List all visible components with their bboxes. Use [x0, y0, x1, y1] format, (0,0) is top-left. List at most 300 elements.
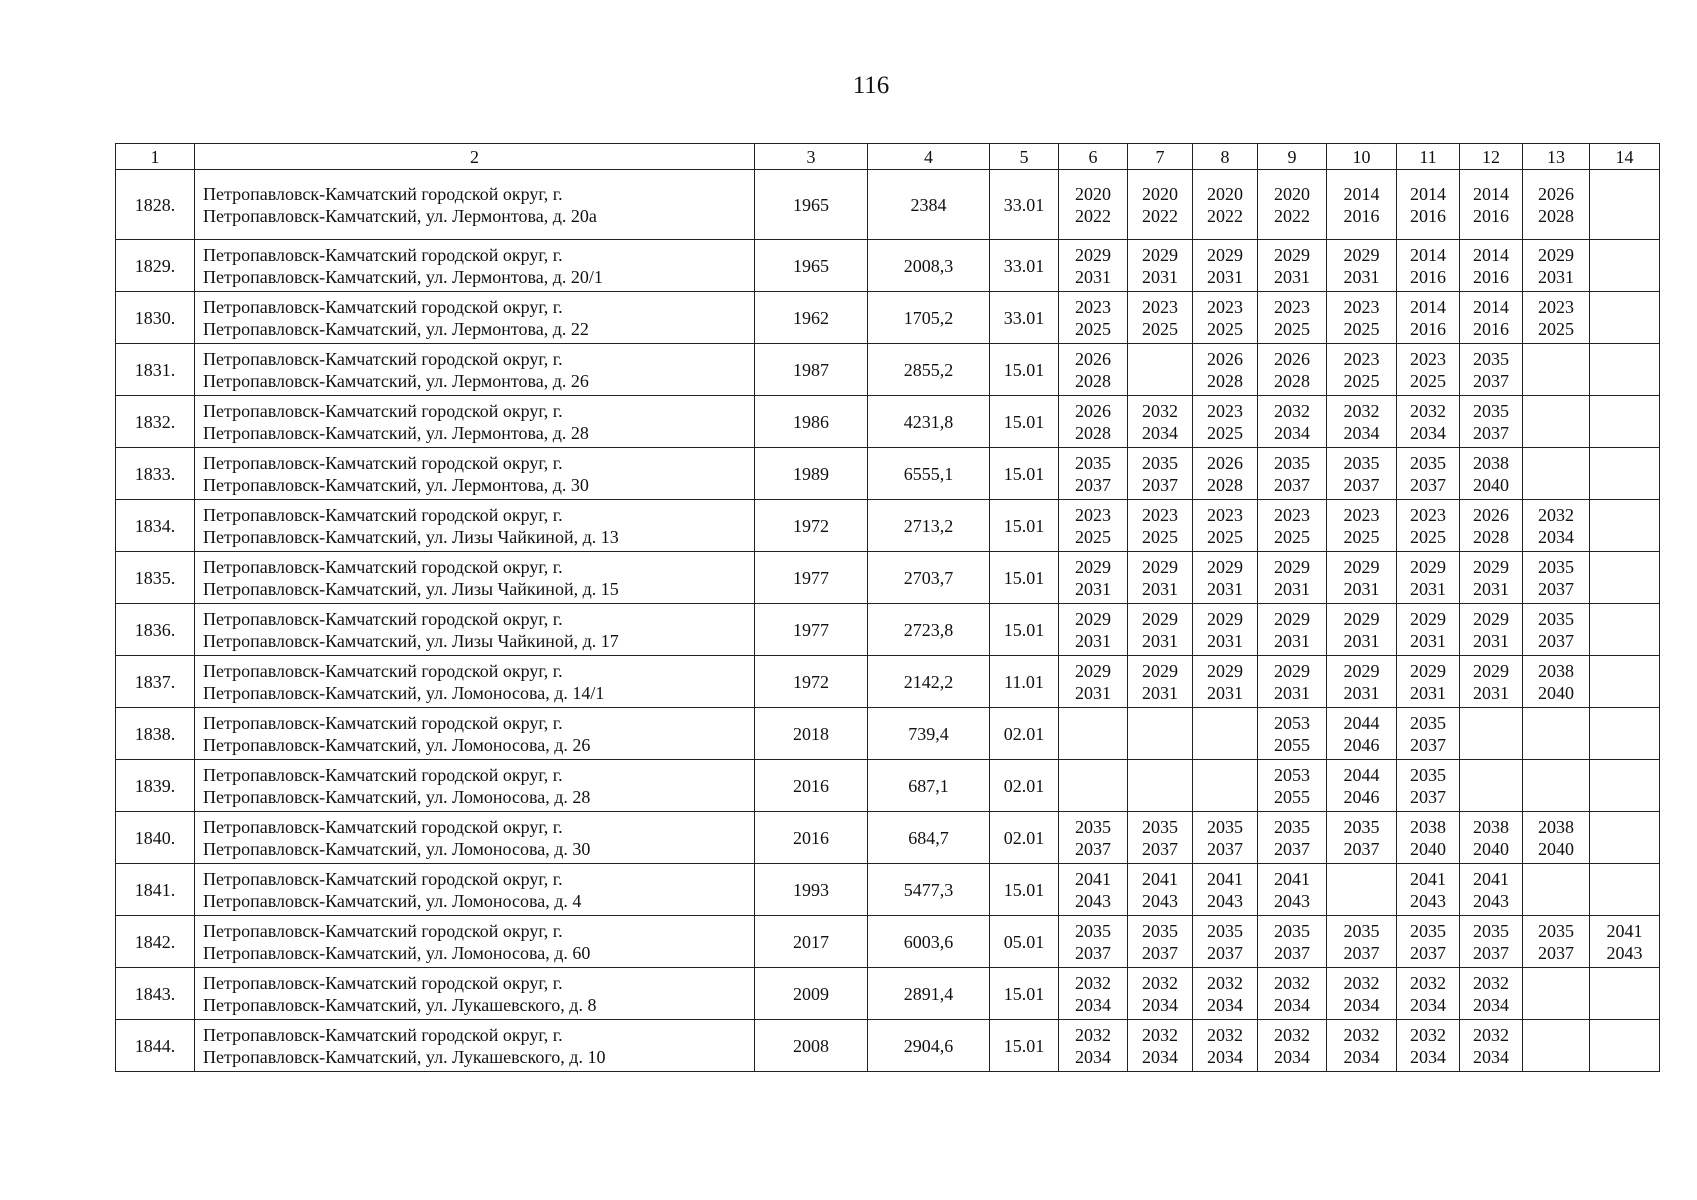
period-end-year: 2022 — [1274, 205, 1310, 226]
period-cell-col-6 — [1059, 396, 1128, 448]
period-start-year: 2035 — [1142, 920, 1178, 941]
address-line-1: Петропавловск-Камчатский городской округ, г. — [203, 608, 563, 629]
year-built: 2016 — [755, 760, 868, 812]
page-number: 116 — [852, 72, 890, 99]
period-cell-col-6 — [1059, 968, 1128, 1020]
address-cell — [195, 812, 755, 864]
period-start-year: 2044 — [1343, 764, 1380, 785]
period-start-year: 2020 — [1075, 183, 1111, 204]
period-cell-col-9 — [1258, 448, 1327, 500]
period-end-year: 2034 — [1274, 1046, 1310, 1067]
row-number: 1840. — [116, 812, 195, 864]
period-cell-col-10 — [1327, 656, 1397, 708]
period-start-year: 2014 — [1473, 296, 1509, 317]
period-cell-col-12 — [1460, 864, 1523, 916]
address-cell — [195, 656, 755, 708]
period-end-year: 2037 — [1410, 474, 1446, 495]
period-cell-col-11 — [1397, 1020, 1460, 1072]
period-cell-col-10 — [1327, 812, 1397, 864]
period-start-year: 2032 — [1075, 972, 1111, 993]
period-end-year: 2055 — [1274, 734, 1310, 755]
period-cell-col-11 — [1397, 708, 1460, 760]
address-line-1: Петропавловск-Камчатский городской округ, г. — [203, 660, 563, 681]
year-built: 1986 — [755, 396, 868, 448]
period-end-year: 2031 — [1207, 578, 1243, 599]
period-cell-col-12 — [1460, 968, 1523, 1020]
period-cell-col-7 — [1128, 968, 1193, 1020]
period-start-year: 2023 — [1343, 504, 1380, 525]
period-end-year: 2037 — [1538, 942, 1574, 963]
period-cell-col-13 — [1523, 604, 1590, 656]
period-start-year: 2023 — [1343, 348, 1380, 369]
address-cell — [195, 344, 755, 396]
period-cell-col-13 — [1523, 968, 1590, 1020]
year-built: 1965 — [755, 170, 868, 240]
total-area: 2713,2 — [868, 500, 990, 552]
period-start-year: 2035 — [1343, 816, 1380, 837]
period-cell-col-14 — [1590, 1020, 1660, 1072]
period-start-year: 2044 — [1343, 712, 1380, 733]
period-end-year: 2043 — [1410, 890, 1446, 911]
period-end-year: 2037 — [1538, 630, 1574, 651]
total-area: 2008,3 — [868, 240, 990, 292]
period-end-year: 2040 — [1410, 838, 1446, 859]
period-end-year: 2031 — [1274, 578, 1310, 599]
address-cell — [195, 292, 755, 344]
period-cell-col-7 — [1128, 708, 1193, 760]
year-built: 2018 — [755, 708, 868, 760]
period-start-year: 2038 — [1538, 816, 1574, 837]
period-end-year: 2025 — [1410, 370, 1446, 391]
period-cell-col-14 — [1590, 760, 1660, 812]
period-start-year: 2032 — [1274, 400, 1310, 421]
period-cell-col-13 — [1523, 552, 1590, 604]
period-cell-col-13 — [1523, 448, 1590, 500]
column-header-2: 2 — [195, 144, 755, 170]
period-cell-col-14 — [1590, 448, 1660, 500]
address-line-2: Петропавловск-Камчатский, ул. Лермонтова, д. 30 — [203, 474, 589, 495]
period-cell-col-6 — [1059, 552, 1128, 604]
period-start-year: 2023 — [1410, 348, 1446, 369]
period-start-year: 2032 — [1343, 400, 1380, 421]
period-end-year: 2043 — [1473, 890, 1509, 911]
period-cell-col-8 — [1193, 760, 1258, 812]
year-built: 1987 — [755, 344, 868, 396]
period-start-year: 2023 — [1343, 296, 1380, 317]
period-end-year: 2037 — [1538, 578, 1574, 599]
period-start-year: 2023 — [1274, 504, 1310, 525]
address-line-2: Петропавловск-Камчатский, ул. Лукашевского, д. 8 — [203, 994, 597, 1015]
period-start-year: 2029 — [1274, 244, 1310, 265]
period-end-year: 2025 — [1207, 318, 1243, 339]
table-row — [116, 656, 1660, 708]
address-line-2: Петропавловск-Камчатский, ул. Лизы Чайкиной, д. 17 — [203, 630, 619, 651]
row-number: 1831. — [116, 344, 195, 396]
period-start-year: 2035 — [1075, 920, 1111, 941]
period-cell-col-7 — [1128, 170, 1193, 240]
period-start-year: 2029 — [1473, 660, 1509, 681]
year-built: 2008 — [755, 1020, 868, 1072]
period-end-year: 2025 — [1142, 318, 1178, 339]
period-cell-col-10 — [1327, 1020, 1397, 1072]
period-end-year: 2025 — [1538, 318, 1574, 339]
row-number: 1836. — [116, 604, 195, 656]
period-start-year: 2041 — [1410, 868, 1446, 889]
period-start-year: 2032 — [1343, 1024, 1380, 1045]
period-end-year: 2034 — [1075, 1046, 1111, 1067]
classification-code: 02.01 — [990, 708, 1059, 760]
period-cell-col-7 — [1128, 344, 1193, 396]
period-end-year: 2037 — [1274, 474, 1310, 495]
period-start-year: 2029 — [1142, 660, 1178, 681]
period-start-year: 2023 — [1207, 400, 1243, 421]
period-cell-col-14 — [1590, 170, 1660, 240]
address-line-1: Петропавловск-Камчатский городской округ, г. — [203, 868, 563, 889]
period-cell-col-9 — [1258, 500, 1327, 552]
table-row — [116, 448, 1660, 500]
period-cell-col-7 — [1128, 656, 1193, 708]
period-cell-col-9 — [1258, 170, 1327, 240]
period-end-year: 2034 — [1207, 1046, 1243, 1067]
address-line-2: Петропавловск-Камчатский, ул. Лизы Чайкиной, д. 13 — [203, 526, 619, 547]
period-end-year: 2028 — [1075, 422, 1111, 443]
period-start-year: 2032 — [1207, 972, 1243, 993]
period-cell-col-9 — [1258, 604, 1327, 656]
period-start-year: 2041 — [1075, 868, 1111, 889]
address-line-2: Петропавловск-Камчатский, ул. Ломоносова, д. 4 — [203, 890, 582, 911]
period-start-year: 2038 — [1410, 816, 1446, 837]
period-start-year: 2029 — [1343, 244, 1380, 265]
period-end-year: 2040 — [1473, 838, 1509, 859]
period-end-year: 2031 — [1142, 682, 1178, 703]
period-end-year: 2022 — [1075, 205, 1111, 226]
period-cell-col-8 — [1193, 1020, 1258, 1072]
period-cell-col-7 — [1128, 292, 1193, 344]
period-end-year: 2037 — [1473, 370, 1509, 391]
total-area: 739,4 — [868, 708, 990, 760]
classification-code: 15.01 — [990, 552, 1059, 604]
period-cell-col-6 — [1059, 916, 1128, 968]
period-end-year: 2016 — [1473, 318, 1509, 339]
period-cell-col-6 — [1059, 500, 1128, 552]
period-cell-col-11 — [1397, 864, 1460, 916]
period-cell-col-10 — [1327, 916, 1397, 968]
period-end-year: 2040 — [1473, 474, 1509, 495]
row-number: 1838. — [116, 708, 195, 760]
row-number: 1843. — [116, 968, 195, 1020]
period-start-year: 2026 — [1075, 348, 1111, 369]
column-header-9: 9 — [1258, 144, 1327, 170]
period-cell-col-12 — [1460, 604, 1523, 656]
period-end-year: 2037 — [1473, 422, 1509, 443]
year-built: 2009 — [755, 968, 868, 1020]
total-area: 6555,1 — [868, 448, 990, 500]
period-start-year: 2035 — [1473, 920, 1509, 941]
period-cell-col-13 — [1523, 344, 1590, 396]
period-end-year: 2046 — [1343, 734, 1380, 755]
period-cell-col-13 — [1523, 708, 1590, 760]
period-end-year: 2037 — [1410, 786, 1446, 807]
period-start-year: 2026 — [1207, 348, 1243, 369]
period-cell-col-14 — [1590, 864, 1660, 916]
period-end-year: 2016 — [1410, 205, 1446, 226]
column-header-4: 4 — [868, 144, 990, 170]
period-cell-col-8 — [1193, 864, 1258, 916]
period-cell-col-14 — [1590, 916, 1660, 968]
period-cell-col-11 — [1397, 552, 1460, 604]
address-line-2: Петропавловск-Камчатский, ул. Лизы Чайкиной, д. 15 — [203, 578, 619, 599]
period-end-year: 2031 — [1142, 578, 1178, 599]
period-start-year: 2029 — [1142, 244, 1178, 265]
period-start-year: 2029 — [1473, 608, 1509, 629]
address-cell — [195, 1020, 755, 1072]
period-start-year: 2041 — [1274, 868, 1310, 889]
period-end-year: 2037 — [1410, 734, 1446, 755]
period-cell-col-13 — [1523, 170, 1590, 240]
address-line-2: Петропавловск-Камчатский, ул. Ломоносова, д. 60 — [203, 942, 591, 963]
period-start-year: 2032 — [1142, 400, 1178, 421]
period-cell-col-7 — [1128, 396, 1193, 448]
total-area: 1705,2 — [868, 292, 990, 344]
period-start-year: 2026 — [1538, 183, 1574, 204]
period-end-year: 2043 — [1606, 942, 1643, 963]
column-header-1: 1 — [116, 144, 195, 170]
period-cell-col-10 — [1327, 344, 1397, 396]
period-start-year: 2035 — [1410, 920, 1446, 941]
period-end-year: 2016 — [1410, 318, 1446, 339]
period-start-year: 2035 — [1274, 452, 1310, 473]
period-start-year: 2029 — [1142, 556, 1178, 577]
period-cell-col-6 — [1059, 344, 1128, 396]
period-end-year: 2031 — [1274, 682, 1310, 703]
address-line-2: Петропавловск-Камчатский, ул. Лермонтова, д. 22 — [203, 318, 589, 339]
period-cell-col-12 — [1460, 170, 1523, 240]
period-end-year: 2016 — [1473, 205, 1509, 226]
table-row — [116, 1020, 1660, 1072]
period-cell-col-7 — [1128, 1020, 1193, 1072]
period-cell-col-9 — [1258, 968, 1327, 1020]
row-number: 1842. — [116, 916, 195, 968]
period-cell-col-11 — [1397, 968, 1460, 1020]
period-start-year: 2014 — [1343, 183, 1380, 204]
period-end-year: 2022 — [1142, 205, 1178, 226]
period-cell-col-10 — [1327, 448, 1397, 500]
period-cell-col-6 — [1059, 292, 1128, 344]
period-cell-col-11 — [1397, 916, 1460, 968]
period-end-year: 2037 — [1075, 942, 1111, 963]
period-start-year: 2035 — [1538, 608, 1574, 629]
address-line-1: Петропавловск-Камчатский городской округ, г. — [203, 764, 563, 785]
period-start-year: 2029 — [1207, 608, 1243, 629]
period-cell-col-8 — [1193, 344, 1258, 396]
period-start-year: 2029 — [1343, 660, 1380, 681]
period-start-year: 2014 — [1473, 183, 1509, 204]
classification-code: 05.01 — [990, 916, 1059, 968]
period-cell-col-8 — [1193, 396, 1258, 448]
table-row — [116, 604, 1660, 656]
column-header-11: 11 — [1397, 144, 1460, 170]
period-end-year: 2016 — [1410, 266, 1446, 287]
period-cell-col-8 — [1193, 292, 1258, 344]
period-end-year: 2031 — [1343, 682, 1380, 703]
period-cell-col-9 — [1258, 656, 1327, 708]
total-area: 2703,7 — [868, 552, 990, 604]
period-start-year: 2035 — [1410, 764, 1446, 785]
period-cell-col-12 — [1460, 656, 1523, 708]
period-start-year: 2029 — [1538, 244, 1574, 265]
period-start-year: 2041 — [1207, 868, 1243, 889]
period-cell-col-10 — [1327, 396, 1397, 448]
period-start-year: 2014 — [1410, 183, 1446, 204]
address-line-2: Петропавловск-Камчатский, ул. Ломоносова, д. 30 — [203, 838, 591, 859]
address-cell — [195, 448, 755, 500]
classification-code: 15.01 — [990, 396, 1059, 448]
address-cell — [195, 864, 755, 916]
period-start-year: 2032 — [1075, 1024, 1111, 1045]
period-cell-col-6 — [1059, 708, 1128, 760]
address-line-1: Петропавловск-Камчатский городской округ, г. — [203, 712, 563, 733]
total-area: 5477,3 — [868, 864, 990, 916]
address-line-1: Петропавловск-Камчатский городской округ, г. — [203, 452, 563, 473]
column-header-6: 6 — [1059, 144, 1128, 170]
total-area: 687,1 — [868, 760, 990, 812]
period-cell-col-12 — [1460, 500, 1523, 552]
period-start-year: 2041 — [1606, 920, 1643, 941]
period-end-year: 2031 — [1473, 630, 1509, 651]
period-start-year: 2035 — [1142, 816, 1178, 837]
period-end-year: 2040 — [1538, 682, 1574, 703]
period-cell-col-7 — [1128, 916, 1193, 968]
year-built: 1972 — [755, 656, 868, 708]
total-area: 2904,6 — [868, 1020, 990, 1072]
row-number: 1835. — [116, 552, 195, 604]
address-line-2: Петропавловск-Камчатский, ул. Ломоносова, д. 14/1 — [203, 682, 605, 703]
period-cell-col-13 — [1523, 292, 1590, 344]
classification-code: 15.01 — [990, 500, 1059, 552]
period-cell-col-10 — [1327, 552, 1397, 604]
period-end-year: 2031 — [1142, 266, 1178, 287]
period-start-year: 2035 — [1274, 920, 1310, 941]
address-cell — [195, 170, 755, 240]
period-end-year: 2025 — [1343, 526, 1380, 547]
period-cell-col-13 — [1523, 760, 1590, 812]
period-cell-col-10 — [1327, 170, 1397, 240]
address-line-2: Петропавловск-Камчатский, ул. Лукашевского, д. 10 — [203, 1046, 606, 1067]
period-end-year: 2040 — [1538, 838, 1574, 859]
address-line-2: Петропавловск-Камчатский, ул. Ломоносова, д. 28 — [203, 786, 591, 807]
period-start-year: 2023 — [1410, 504, 1446, 525]
period-end-year: 2034 — [1343, 1046, 1380, 1067]
classification-code: 15.01 — [990, 344, 1059, 396]
row-number: 1834. — [116, 500, 195, 552]
total-area: 2855,2 — [868, 344, 990, 396]
period-cell-col-12 — [1460, 708, 1523, 760]
period-start-year: 2023 — [1142, 504, 1178, 525]
address-line-1: Петропавловск-Камчатский городской округ, г. — [203, 183, 563, 204]
period-cell-col-8 — [1193, 968, 1258, 1020]
period-start-year: 2032 — [1538, 504, 1574, 525]
period-cell-col-12 — [1460, 344, 1523, 396]
period-cell-col-13 — [1523, 396, 1590, 448]
column-header-8: 8 — [1193, 144, 1258, 170]
year-built: 2017 — [755, 916, 868, 968]
period-end-year: 2034 — [1075, 994, 1111, 1015]
period-cell-col-10 — [1327, 760, 1397, 812]
period-cell-col-12 — [1460, 812, 1523, 864]
period-cell-col-13 — [1523, 240, 1590, 292]
period-cell-col-12 — [1460, 240, 1523, 292]
address-line-1: Петропавловск-Камчатский городской округ, г. — [203, 296, 563, 317]
period-cell-col-8 — [1193, 500, 1258, 552]
period-cell-col-6 — [1059, 760, 1128, 812]
period-end-year: 2025 — [1274, 526, 1310, 547]
period-cell-col-8 — [1193, 448, 1258, 500]
period-start-year: 2035 — [1142, 452, 1178, 473]
period-start-year: 2023 — [1142, 296, 1178, 317]
period-cell-col-9 — [1258, 396, 1327, 448]
period-cell-col-9 — [1258, 552, 1327, 604]
period-cell-col-6 — [1059, 1020, 1128, 1072]
period-start-year: 2032 — [1473, 1024, 1509, 1045]
period-end-year: 2034 — [1410, 994, 1446, 1015]
address-cell — [195, 240, 755, 292]
period-start-year: 2035 — [1473, 348, 1509, 369]
period-cell-col-12 — [1460, 292, 1523, 344]
classification-code: 33.01 — [990, 292, 1059, 344]
period-start-year: 2035 — [1274, 816, 1310, 837]
period-cell-col-12 — [1460, 1020, 1523, 1072]
period-start-year: 2035 — [1343, 920, 1380, 941]
period-cell-col-9 — [1258, 292, 1327, 344]
address-line-2: Петропавловск-Камчатский, ул. Лермонтова, д. 20а — [203, 205, 597, 226]
period-end-year: 2034 — [1142, 994, 1178, 1015]
period-start-year: 2032 — [1410, 400, 1446, 421]
period-cell-col-11 — [1397, 292, 1460, 344]
period-end-year: 2034 — [1343, 422, 1380, 443]
column-number-row — [116, 144, 1660, 170]
period-cell-col-9 — [1258, 916, 1327, 968]
period-cell-col-13 — [1523, 864, 1590, 916]
period-cell-col-10 — [1327, 864, 1397, 916]
period-cell-col-14 — [1590, 812, 1660, 864]
period-cell-col-13 — [1523, 812, 1590, 864]
period-cell-col-12 — [1460, 448, 1523, 500]
period-start-year: 2020 — [1142, 183, 1178, 204]
period-end-year: 2031 — [1207, 630, 1243, 651]
period-start-year: 2029 — [1274, 660, 1310, 681]
address-cell — [195, 760, 755, 812]
period-end-year: 2037 — [1207, 942, 1243, 963]
period-start-year: 2038 — [1538, 660, 1574, 681]
period-end-year: 2034 — [1410, 422, 1446, 443]
period-start-year: 2035 — [1538, 556, 1574, 577]
period-cell-col-10 — [1327, 604, 1397, 656]
table-row — [116, 292, 1660, 344]
address-line-2: Петропавловск-Камчатский, ул. Ломоносова, д. 26 — [203, 734, 591, 755]
address-line-1: Петропавловск-Камчатский городской округ, г. — [203, 1024, 563, 1045]
period-cell-col-6 — [1059, 812, 1128, 864]
period-start-year: 2026 — [1207, 452, 1243, 473]
period-cell-col-9 — [1258, 708, 1327, 760]
period-start-year: 2032 — [1142, 972, 1178, 993]
period-cell-col-13 — [1523, 1020, 1590, 1072]
classification-code: 33.01 — [990, 170, 1059, 240]
address-line-1: Петропавловск-Камчатский городской округ, г. — [203, 920, 563, 941]
address-cell — [195, 396, 755, 448]
period-cell-col-14 — [1590, 396, 1660, 448]
period-end-year: 2031 — [1410, 578, 1446, 599]
address-line-1: Петропавловск-Камчатский городской округ, г. — [203, 816, 563, 837]
